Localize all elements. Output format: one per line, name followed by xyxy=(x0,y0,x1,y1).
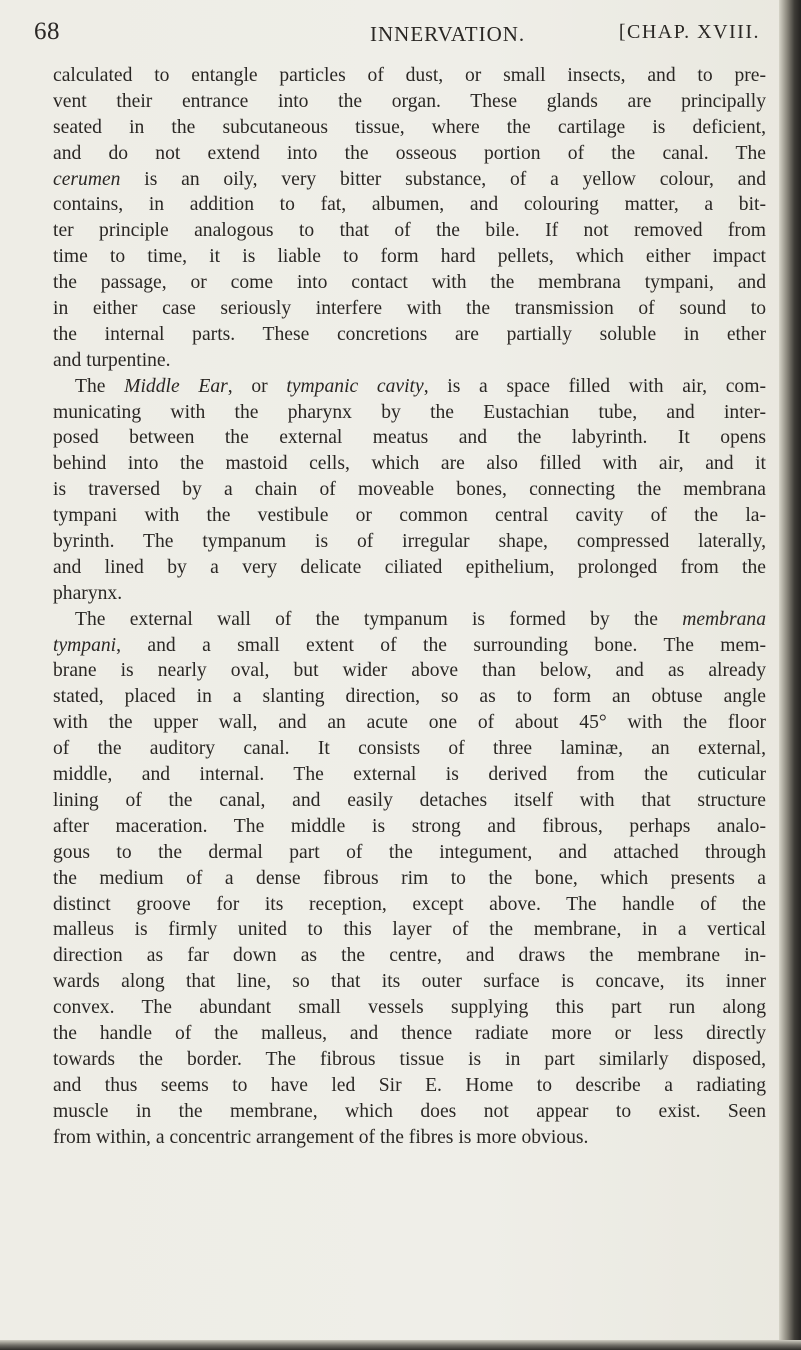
italic-term: Middle Ear xyxy=(124,375,228,397)
text-line xyxy=(53,503,766,529)
text-line xyxy=(53,555,766,581)
text-line xyxy=(53,477,766,503)
text-line xyxy=(53,788,766,814)
text-run: time to time, it is liable to form hard pellets, which either impact xyxy=(53,246,766,268)
text-run: calculated to entangle particles of dust, or small insects, and to pre- xyxy=(53,65,766,86)
text-run: wards along that line, so that its outer surface is concave, its inner xyxy=(53,971,766,993)
text-run: malleus is firmly united to this layer of the membrane, in a vertical xyxy=(53,919,766,941)
text-run: distinct groove for its reception, except above. The handle of the xyxy=(53,893,766,915)
text-run: the passage, or come into contact with the membrana tympani, and xyxy=(53,272,766,294)
text-line xyxy=(53,1047,766,1073)
text-line xyxy=(53,633,766,659)
text-run: lining of the canal, and easily detaches itself with that structure xyxy=(53,789,766,811)
text-line xyxy=(53,296,766,322)
text-line xyxy=(53,840,766,866)
page-header xyxy=(34,18,766,54)
text-line xyxy=(53,63,766,89)
text-line xyxy=(53,1021,766,1047)
text-line xyxy=(53,814,766,840)
text-line xyxy=(53,892,766,918)
text-line xyxy=(53,115,766,141)
text-run: after maceration. The middle is strong and fibrous, perhaps analo- xyxy=(53,815,766,837)
text-run: municating with the pharynx by the Eustachian tube, and inter- xyxy=(53,401,766,423)
text-run: of the auditory canal. It consists of three laminæ, an external, xyxy=(53,738,766,760)
running-head: INNERVATION. xyxy=(370,22,526,46)
text-run: and lined by a very delicate ciliated epithelium, prolonged from the xyxy=(53,556,766,578)
body-text xyxy=(53,63,766,1150)
text-line xyxy=(53,451,766,477)
text-line xyxy=(53,529,766,555)
text-run: pharynx. xyxy=(53,582,123,604)
text-line xyxy=(53,244,766,270)
text-line xyxy=(53,710,766,736)
text-run: with the upper wall, and an acute one of about 45° with the floor xyxy=(53,712,766,734)
text-run: from within, a concentric arrangement of the fibres is more obvious. xyxy=(53,1126,589,1148)
text-line xyxy=(53,89,766,115)
text-run: the handle of the malleus, and thence radiate more or less directly xyxy=(53,1022,766,1044)
text-line xyxy=(53,374,766,400)
text-line xyxy=(53,141,766,167)
text-run: the medium of a dense fibrous rim to the bone, which presents a xyxy=(53,867,766,889)
text-line xyxy=(53,762,766,788)
italic-term: cerumen xyxy=(53,168,121,190)
text-run: and turpentine. xyxy=(53,349,171,371)
text-run: vent their entrance into the organ. These glands are principally xyxy=(53,90,766,112)
text-run: tympani with the vestibule or common central cavity of the la- xyxy=(53,505,766,527)
text-run: ter principle analogous to that of the bile. If not removed from xyxy=(53,220,766,242)
bottom-edge xyxy=(0,1340,801,1350)
text-line xyxy=(53,1073,766,1099)
text-line xyxy=(53,995,766,1021)
text-line xyxy=(53,348,766,374)
text-run: seated in the subcutaneous tissue, where the cartilage is deficient, xyxy=(53,116,766,138)
text-line xyxy=(53,969,766,995)
text-line xyxy=(53,218,766,244)
text-run: stated, placed in a slanting direction, so as to form an obtuse angle xyxy=(53,686,766,708)
text-run: middle, and internal. The external is derived from the cuticular xyxy=(53,764,766,786)
text-run: , or xyxy=(227,375,287,397)
text-line xyxy=(53,684,766,710)
text-run: and do not extend into the osseous portion of the canal. The xyxy=(53,142,766,164)
text-line xyxy=(53,425,766,451)
text-line xyxy=(53,167,766,193)
text-run: behind into the mastoid cells, which are also filled with air, and it xyxy=(53,453,766,475)
text-run: brane is nearly oval, but wider above than below, and as already xyxy=(53,660,766,682)
text-run: , and a small extent of the surrounding bone. The mem- xyxy=(116,634,766,656)
chapter-reference: [CHAP. XVIII. xyxy=(618,21,760,43)
italic-term: tympani xyxy=(53,634,117,656)
text-line xyxy=(53,736,766,762)
text-run: is traversed by a chain of moveable bones, connecting the membrana xyxy=(53,479,766,501)
italic-term: tympanic cavity xyxy=(286,375,424,397)
text-line xyxy=(53,866,766,892)
text-run: The external wall of the tympanum is formed by the xyxy=(75,608,683,630)
text-run: muscle in the membrane, which does not appear to exist. Seen xyxy=(53,1100,766,1122)
text-line xyxy=(53,607,766,633)
text-run: posed between the external meatus and the labyrinth. It opens xyxy=(53,427,766,449)
text-line xyxy=(53,1099,766,1125)
italic-term: membrana xyxy=(682,608,766,630)
text-line xyxy=(53,943,766,969)
text-run: convex. The abundant small vessels supplying this part run along xyxy=(53,997,766,1019)
text-line xyxy=(53,917,766,943)
text-line xyxy=(53,1125,766,1151)
text-line xyxy=(53,400,766,426)
text-line xyxy=(53,192,766,218)
text-line xyxy=(53,581,766,607)
text-run: gous to the dermal part of the integument, and attached through xyxy=(53,841,766,863)
text-run: direction as far down as the centre, and draws the membrane in- xyxy=(53,945,766,967)
text-run: the internal parts. These concretions are partially soluble in ether xyxy=(53,323,766,345)
text-run: byrinth. The tympanum is of irregular shape, compressed laterally, xyxy=(53,531,766,553)
text-line xyxy=(53,322,766,348)
text-run: towards the border. The fibrous tissue is in part similarly disposed, xyxy=(53,1048,766,1070)
text-run: contains, in addition to fat, albumen, and colouring matter, a bit- xyxy=(53,194,766,216)
text-line xyxy=(53,270,766,296)
text-run: The xyxy=(75,375,125,397)
page-number: 68 xyxy=(34,18,60,45)
binding-edge xyxy=(779,0,801,1350)
text-run: , is a space filled with air, com- xyxy=(423,375,766,397)
text-run: is an oily, very bitter substance, of a yellow colour, and xyxy=(120,168,766,190)
text-line xyxy=(53,658,766,684)
text-run: in either case seriously interfere with the transmission of sound to xyxy=(53,298,766,320)
text-run: and thus seems to have led Sir E. Home to describe a radiating xyxy=(53,1074,766,1096)
